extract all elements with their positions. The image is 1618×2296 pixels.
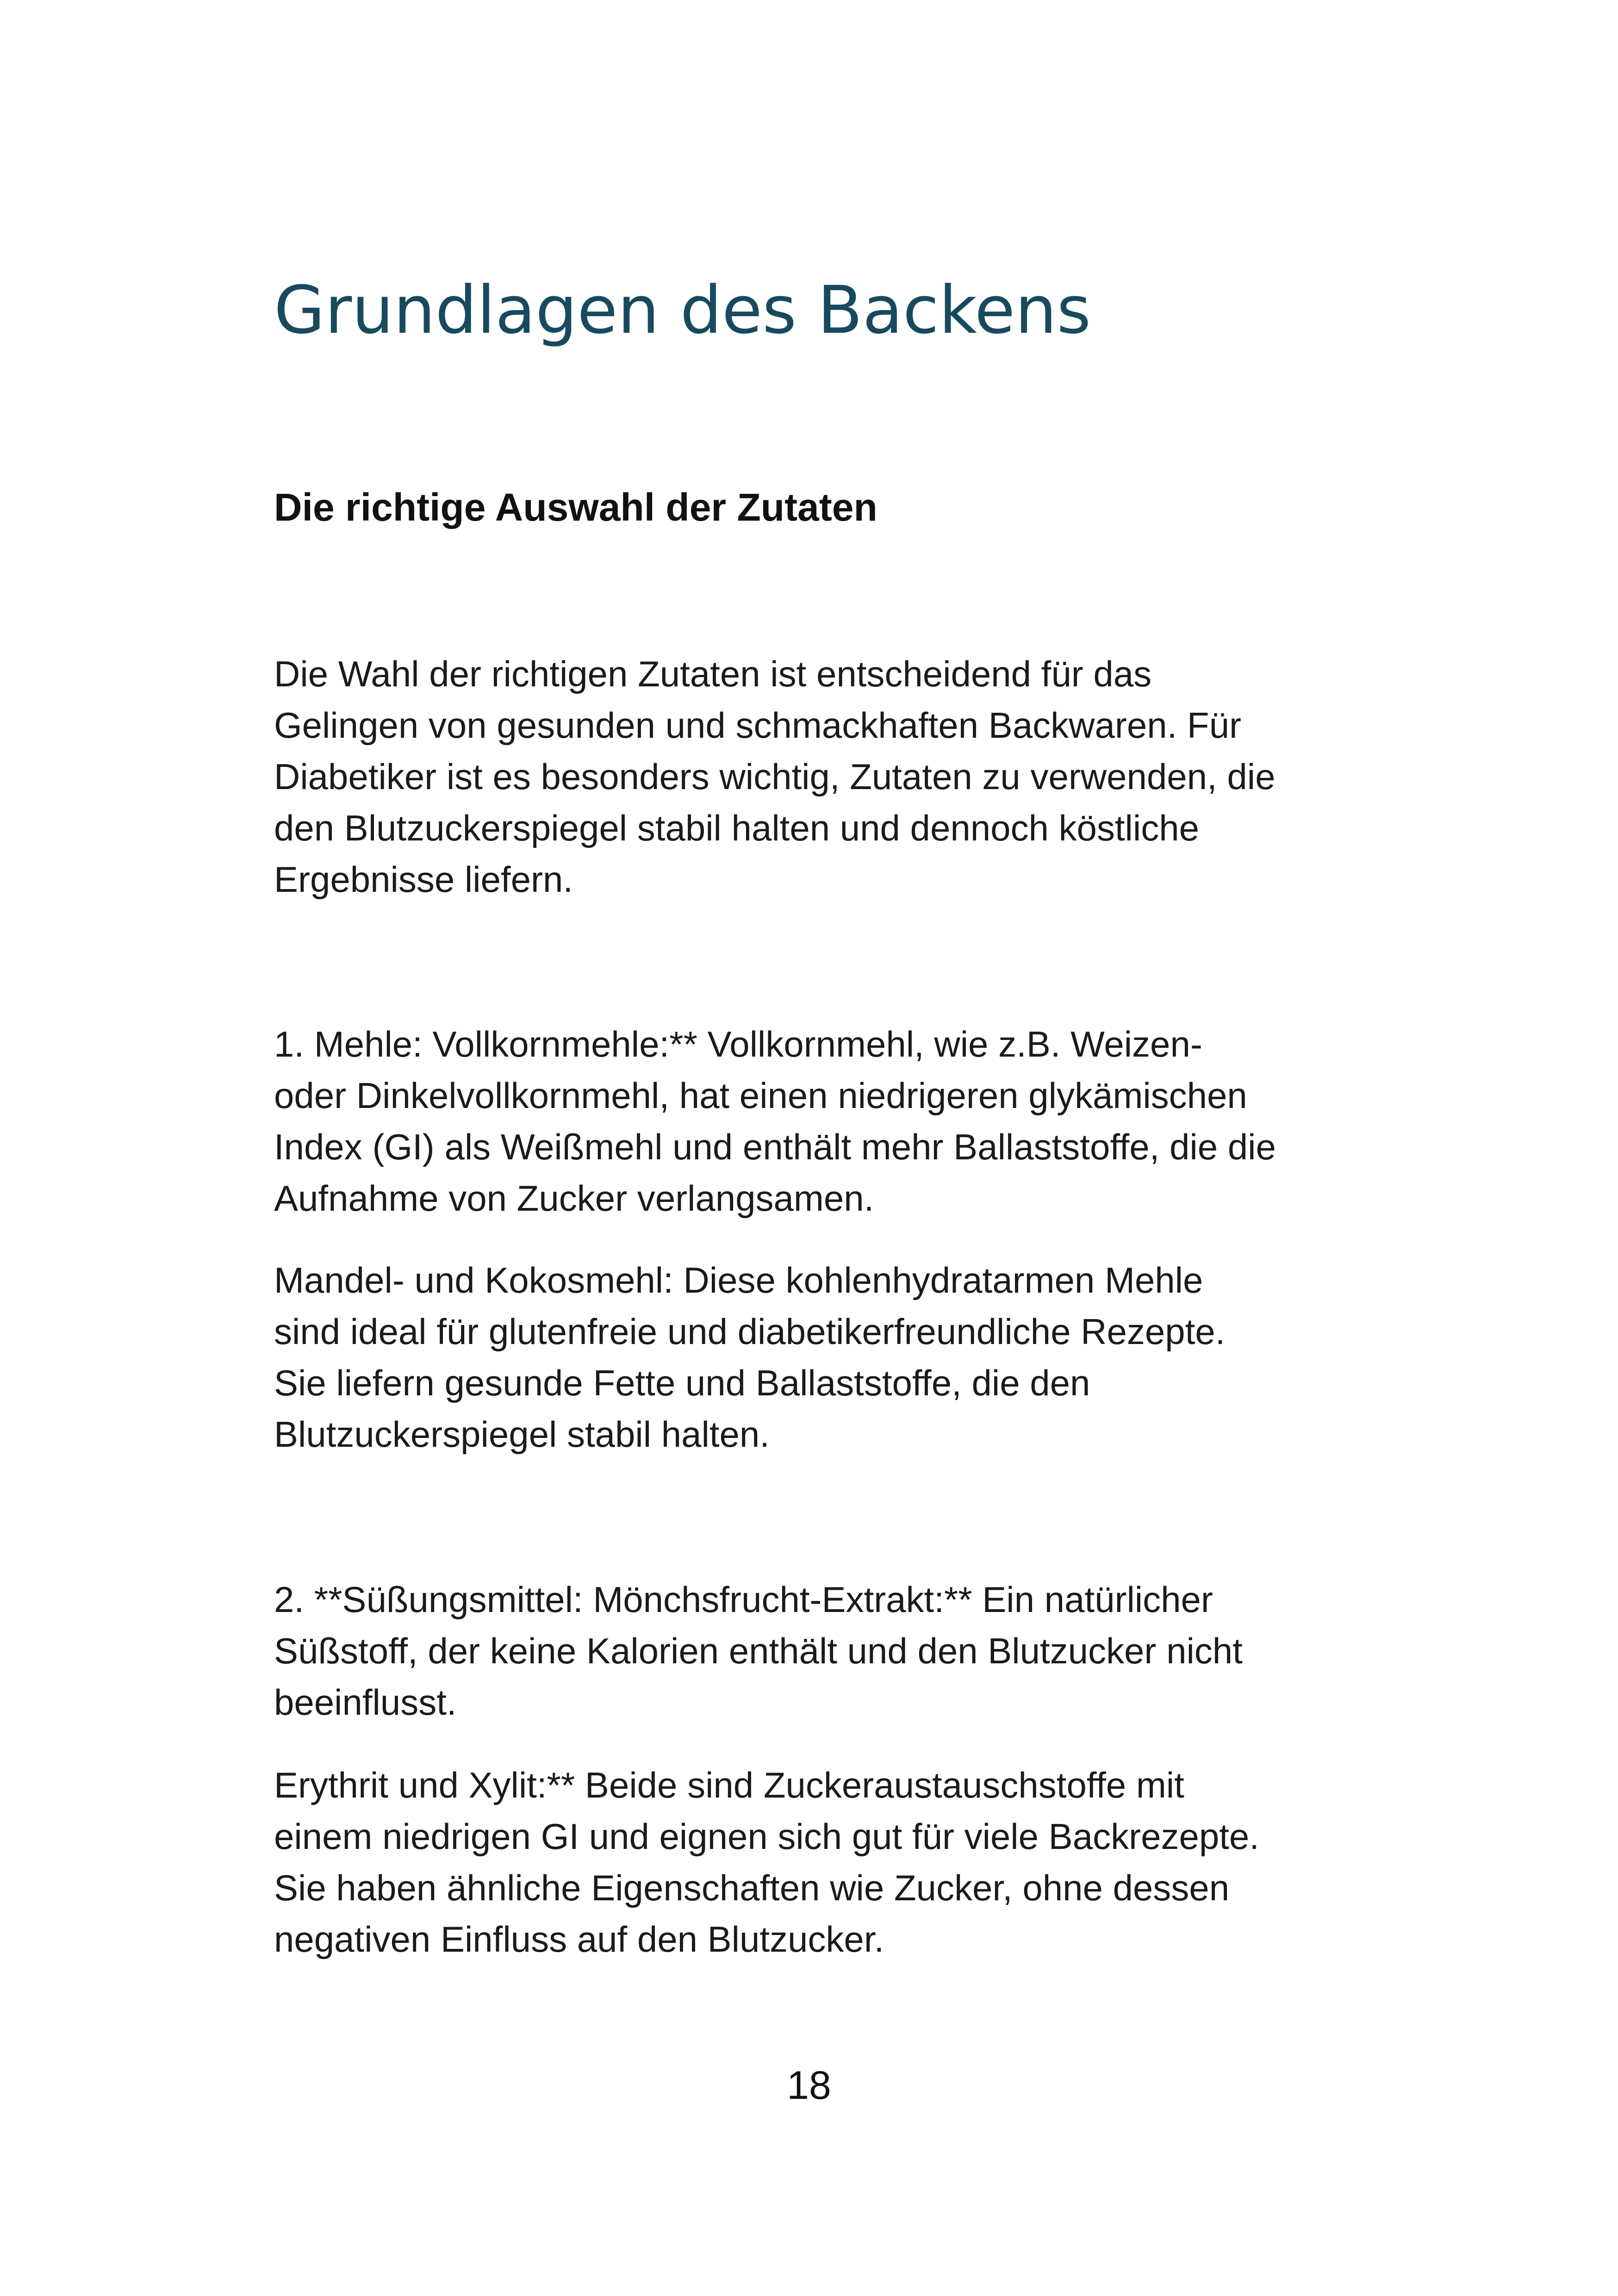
- paragraph-line: einem niedrigen GI und eignen sich gut für viele Backrezepte.: [274, 1816, 1259, 1857]
- paragraph-line: negativen Einfluss auf den Blutzucker.: [274, 1919, 884, 1960]
- intro-paragraph: [274, 648, 1385, 905]
- paragraph-line: Sie haben ähnliche Eigenschaften wie Zucker, ohne dessen: [274, 1867, 1230, 1908]
- erythritol-xylitol-paragraph: [274, 1760, 1385, 1965]
- almond-coconut-paragraph: [274, 1255, 1385, 1460]
- page-number: 18: [787, 2063, 831, 2108]
- page-title: Grundlagen des Backens: [274, 272, 1091, 348]
- paragraph-line: Aufnahme von Zucker verlangsamen.: [274, 1178, 874, 1219]
- paragraph-line: sind ideal für glutenfreie und diabetikerfreundliche Rezepte.: [274, 1311, 1226, 1352]
- paragraph-line: Index (GI) als Weißmehl und enthält mehr Ballaststoffe, die die: [274, 1126, 1276, 1167]
- paragraph-line: 2. **Süßungsmittel: Mönchsfrucht-Extrakt:** Ein natürlicher: [274, 1579, 1213, 1620]
- paragraph-line: Gelingen von gesunden und schmackhaften Backwaren. Für: [274, 705, 1241, 746]
- sweetener-paragraph: [274, 1574, 1385, 1728]
- flour-paragraph: [274, 1019, 1385, 1224]
- paragraph-line: Mandel- und Kokosmehl: Diese kohlenhydratarmen Mehle: [274, 1260, 1203, 1300]
- paragraph-line: Diabetiker ist es besonders wichtig, Zutaten zu verwenden, die: [274, 756, 1276, 797]
- paragraph-line: 1. Mehle: Vollkornmehle:** Vollkornmehl, wie z.B. Weizen-: [274, 1024, 1202, 1064]
- paragraph-line: den Blutzuckerspiegel stabil halten und dennoch köstliche: [274, 808, 1199, 848]
- section-heading: Die richtige Auswahl der Zutaten: [274, 485, 877, 529]
- paragraph-line: oder Dinkelvollkornmehl, hat einen niedrigeren glykämischen: [274, 1075, 1247, 1116]
- paragraph-line: Die Wahl der richtigen Zutaten ist entscheidend für das: [274, 653, 1152, 694]
- paragraph-line: Blutzuckerspiegel stabil halten.: [274, 1414, 770, 1455]
- paragraph-line: Süßstoff, der keine Kalorien enthält und den Blutzucker nicht: [274, 1630, 1243, 1671]
- paragraph-line: Ergebnisse liefern.: [274, 859, 573, 900]
- paragraph-line: Sie liefern gesunde Fette und Ballaststoffe, die den: [274, 1363, 1090, 1403]
- paragraph-line: beeinflusst.: [274, 1682, 457, 1723]
- paragraph-line: Erythrit und Xylit:** Beide sind Zuckeraustauschstoffe mit: [274, 1765, 1184, 1805]
